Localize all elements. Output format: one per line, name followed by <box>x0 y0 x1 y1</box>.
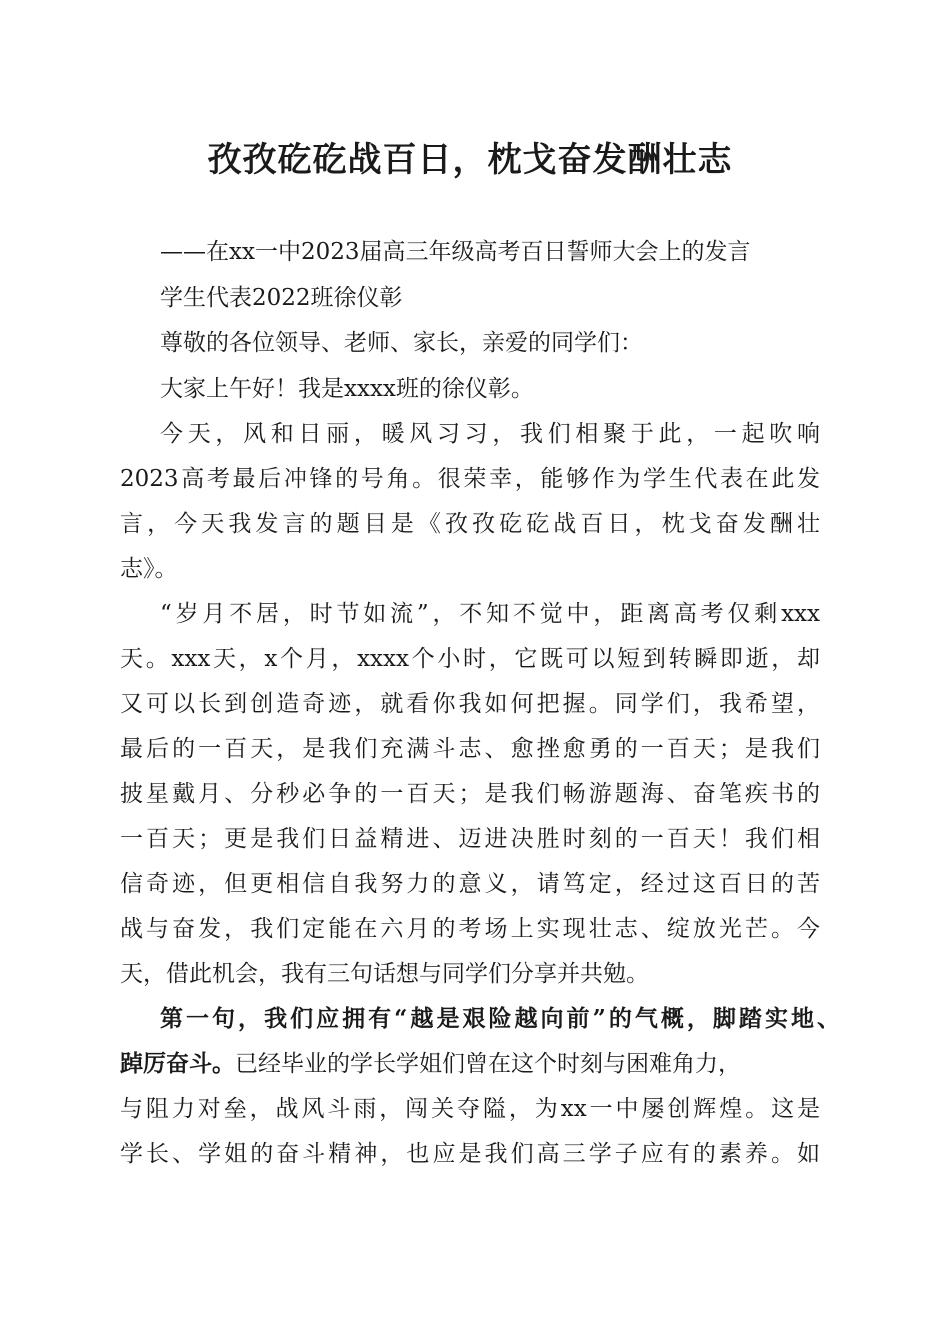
subtitle: ——在xx一中2023届高三年级高考百日誓师大会上的发言 <box>160 239 751 265</box>
paragraph2-line: 又可以长到创造奇迹，就看你我如何把握。同学们，我希望， <box>120 691 820 717</box>
paragraph3-mixed-line <box>120 1048 820 1080</box>
greeting-line: 尊敬的各位领导、老师、家长，亲爱的同学们： <box>160 330 643 356</box>
paragraph1-line: 今天，风和日丽，暖风习习，我们相聚于此，一起吹响 <box>160 421 820 447</box>
hello-line: 大家上午好！我是xxxx班的徐仪彰。 <box>160 376 534 402</box>
document-title: 孜孜矻矻战百日，枕戈奋发酬壮志 <box>207 140 733 180</box>
paragraph1-line: 志》。 <box>120 556 178 582</box>
paragraph2-line: 战与奋发，我们定能在六月的考场上实现壮志、绽放光芒。今 <box>120 916 820 942</box>
paragraph2-line: 最后的一百天，是我们充满斗志、愈挫愈勇的一百天；是我们 <box>120 736 820 762</box>
paragraph2-line: “岁月不居，时节如流”，不知不觉中，距离高考仅剩xxx <box>160 601 820 627</box>
paragraph3-bold-line: 第一句，我们应拥有“越是艰险越向前”的气概，脚踏实地、 <box>160 1005 840 1032</box>
paragraph1-line: 言，今天我发言的题目是《孜孜矻矻战百日，枕戈奋发酬壮 <box>120 511 820 537</box>
paragraph2-line: 天。xxx天，x个月，xxxx个小时，它既可以短到转瞬即逝，却 <box>120 646 820 672</box>
paragraph2-line: 披星戴月、分秒必争的一百天；是我们畅游题海、奋笔疾书的 <box>120 781 820 807</box>
speaker-line: 学生代表2022班徐仪彰 <box>160 285 403 311</box>
paragraph2-line: 信奇迹，但更相信自我努力的意义，请笃定，经过这百日的苦 <box>120 871 820 897</box>
paragraph3-bold-tail: 踔厉奋斗。 <box>120 1050 235 1077</box>
paragraph2-line: 天，借此机会，我有三句话想与同学们分享并共勉。 <box>120 961 649 987</box>
paragraph3-text: 已经毕业的学长学姐们曾在这个时刻与困难角力， <box>235 1051 741 1077</box>
paragraph1-line: 2023高考最后冲锋的号角。很荣幸，能够作为学生代表在此发 <box>120 466 820 492</box>
paragraph3-line: 与阻力对垒，战风斗雨，闯关夺隘，为xx一中屡创辉煌。这是 <box>120 1096 820 1122</box>
paragraph2-line: 一百天；更是我们日益精进、迈进决胜时刻的一百天！我们相 <box>120 826 820 852</box>
paragraph3-line: 学长、学姐的奋斗精神，也应是我们高三学子应有的素养。如 <box>120 1141 820 1167</box>
